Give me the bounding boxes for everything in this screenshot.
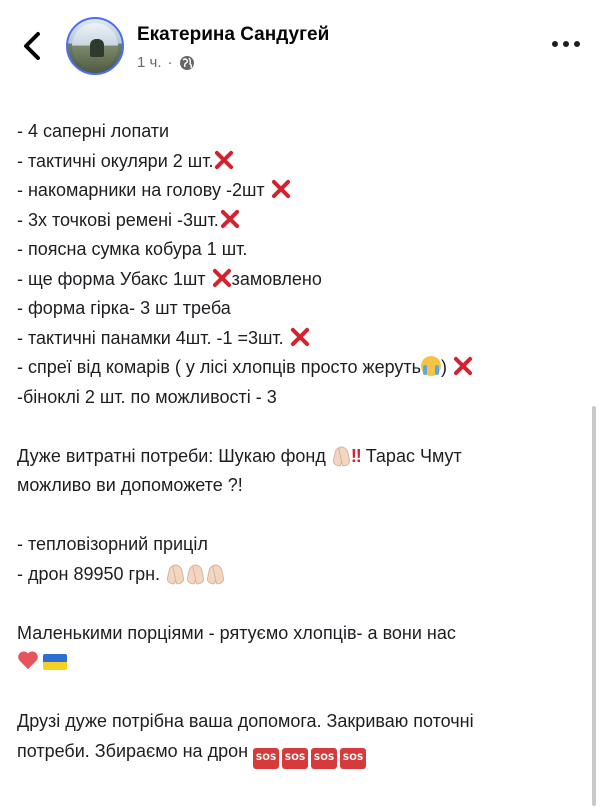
paragraph-line: можливо ви допоможете ?!: [17, 475, 243, 495]
post-body: [17, 117, 587, 766]
cross-mark-icon: [213, 149, 234, 170]
post-meta: [137, 54, 195, 71]
list-item: - ще форма Убакс 1шт замовлено: [17, 268, 322, 289]
double-exclamation-icon: ‼: [350, 445, 361, 466]
author-name[interactable]: Екатерина Сандугей: [137, 24, 330, 45]
cross-mark-icon: [270, 178, 291, 199]
crying-face-icon: [421, 356, 441, 376]
list-item: - тепловізорний приціл: [17, 534, 208, 554]
list-item: - спреї від комарів ( у лісі хлопців просто жеруть ): [17, 353, 587, 383]
scrollbar[interactable]: [592, 406, 596, 806]
post-time[interactable]: 1 ч.: [137, 54, 162, 71]
ukraine-flag-icon: [43, 654, 67, 670]
avatar[interactable]: [66, 17, 124, 75]
paragraph-line: Маленькими порціями - рятуємо хлопців- а вони нас: [17, 622, 456, 643]
cross-mark-icon: [219, 208, 240, 229]
list-item: - форма гірка- 3 шт треба: [17, 298, 231, 318]
mending-heart-icon: [17, 651, 39, 671]
list-item: - дрон 89950 грн.: [17, 560, 587, 590]
folded-hands-icon: [205, 563, 225, 583]
sos-icon: SOS: [311, 748, 337, 769]
folded-hands-icon: [331, 445, 351, 465]
cross-mark-icon: [452, 355, 473, 376]
paragraph-line: [17, 648, 587, 678]
cross-mark-icon: [289, 326, 310, 347]
folded-hands-icon: [185, 563, 205, 583]
list-item: - 3х точкові ремені -3шт.: [17, 206, 587, 236]
list-item: - накомарники на голову -2шт: [17, 176, 587, 206]
paragraph-line: Друзі дуже потрібна ваша допомога. Закриваю поточні: [17, 711, 474, 731]
list-item: -біноклі 2 шт. по можливості - 3: [17, 386, 277, 407]
list-item: - тактичні окуляри 2 шт.: [17, 147, 587, 177]
more-horizontal-icon[interactable]: [552, 38, 580, 50]
sos-icon: SOS: [282, 748, 308, 769]
globe-icon: [179, 55, 195, 71]
paragraph-line: потреби. Збираємо на дрон SOS SOS SOS SOS: [17, 737, 587, 767]
meta-separator: ·: [167, 54, 173, 71]
paragraph-line: Дуже витратні потреби: Шукаю фонд ‼ Тарас Чмут: [17, 445, 462, 466]
list-item: - 4 саперні лопати: [17, 121, 170, 141]
folded-hands-icon: [165, 563, 185, 583]
list-item: - поясна сумка кобура 1 шт.: [17, 239, 248, 259]
chevron-left-icon[interactable]: [18, 26, 48, 66]
sos-icon: SOS: [340, 748, 366, 769]
cross-mark-icon: [211, 267, 232, 288]
sos-icon: SOS: [253, 748, 279, 769]
list-item: - тактичні панамки 4шт. -1 =3шт.: [17, 324, 587, 354]
post-header: [0, 0, 600, 90]
